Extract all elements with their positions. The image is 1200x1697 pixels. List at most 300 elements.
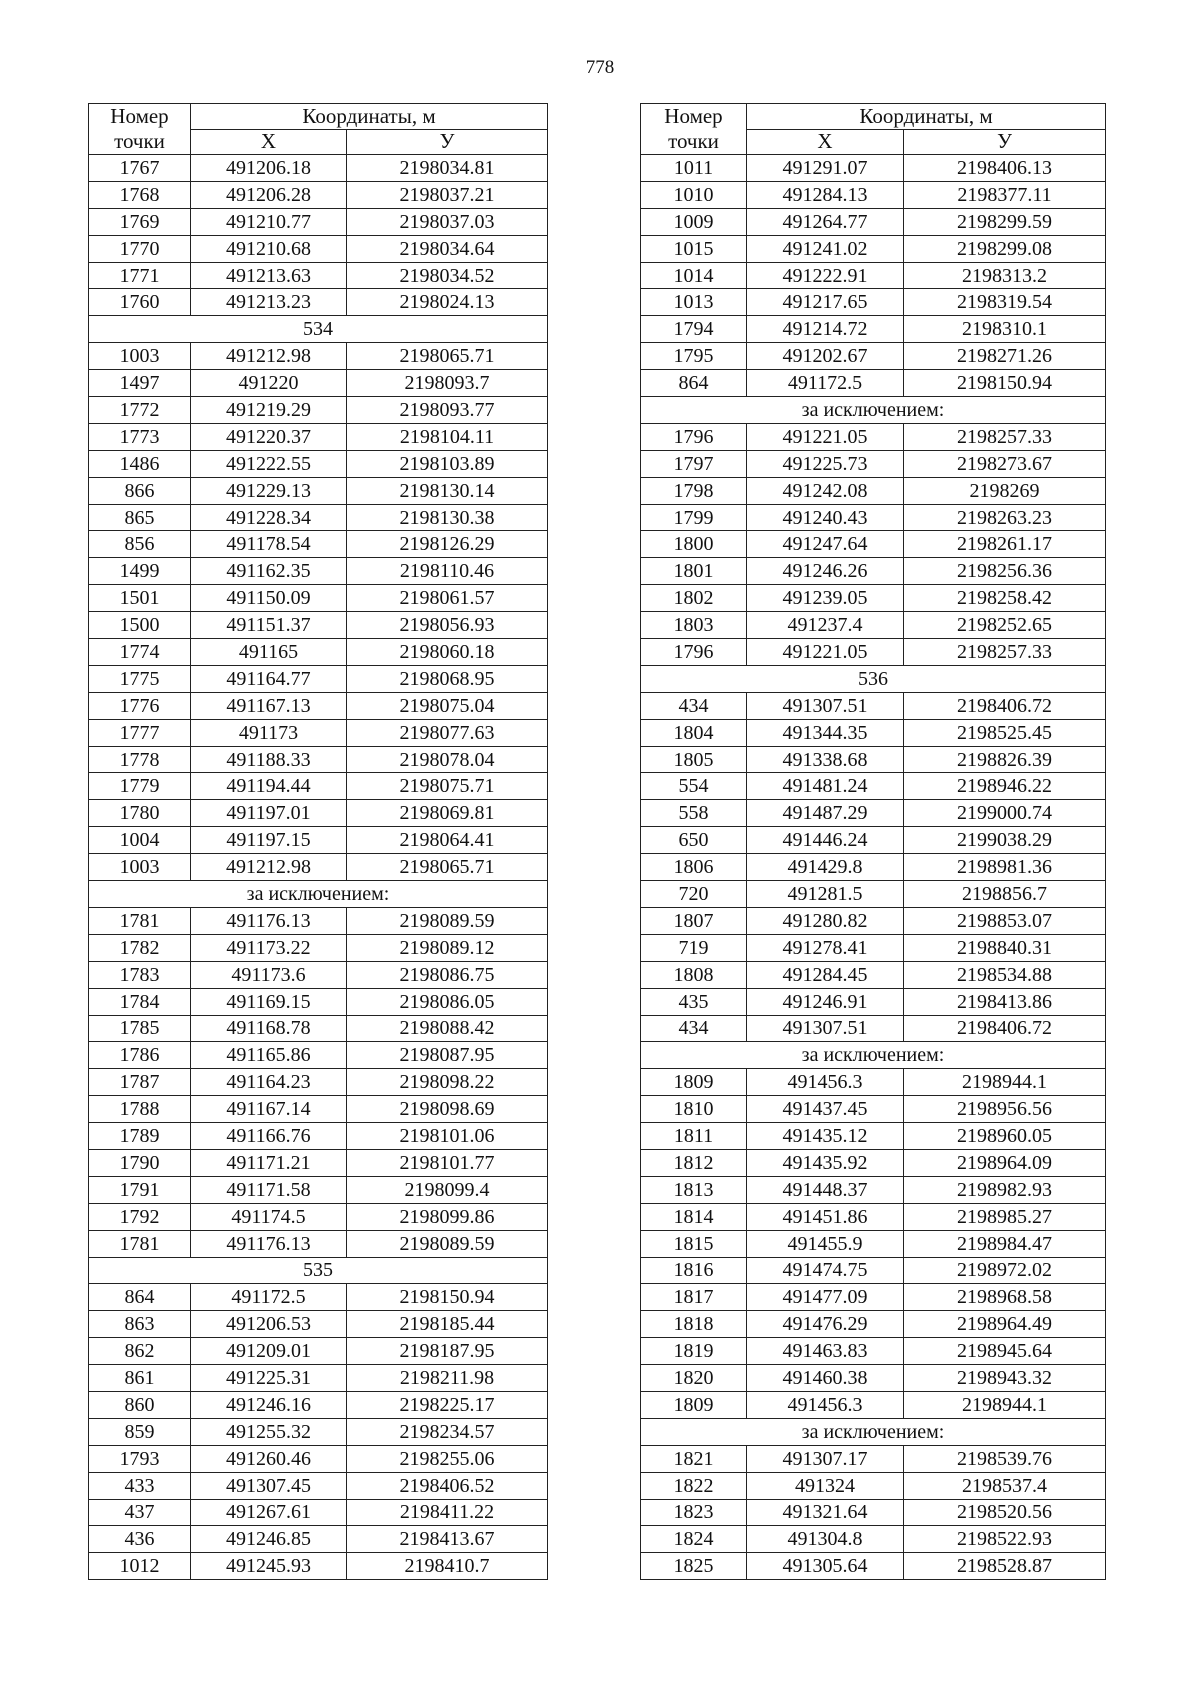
x-coordinate-cell: 491150.09: [191, 585, 347, 612]
table-row: [641, 1472, 1106, 1499]
table-row: [89, 585, 548, 612]
x-coordinate-cell: 491222.91: [747, 262, 904, 289]
point-number-cell: 1769: [89, 208, 191, 235]
x-coordinate-cell: 491164.23: [191, 1069, 347, 1096]
table-row: [89, 1418, 548, 1445]
x-coordinate-cell: 491228.34: [191, 504, 347, 531]
point-number-header: Номер: [89, 104, 191, 130]
point-number-cell: 1015: [641, 235, 747, 262]
y-coordinate-cell: 2198960.05: [904, 1123, 1106, 1150]
x-coordinate-cell: 491194.44: [191, 773, 347, 800]
y-coordinate-cell: 2198104.11: [347, 423, 548, 450]
table-row: [89, 719, 548, 746]
x-coordinate-cell: 491264.77: [747, 208, 904, 235]
x-coordinate-cell: 491463.83: [747, 1338, 904, 1365]
point-number-cell: 1011: [641, 155, 747, 182]
table-row: [89, 907, 548, 934]
x-coordinate-cell: 491324: [747, 1472, 904, 1499]
x-coordinate-cell: 491171.21: [191, 1149, 347, 1176]
y-coordinate-cell: 2198098.22: [347, 1069, 548, 1096]
table-row: [641, 450, 1106, 477]
table-row: [641, 1526, 1106, 1553]
point-number-cell: 1806: [641, 854, 747, 881]
y-coordinate-cell: 2198093.77: [347, 397, 548, 424]
x-coordinate-cell: 491284.45: [747, 961, 904, 988]
y-coordinate-cell: 2198101.77: [347, 1149, 548, 1176]
table-row: [89, 289, 548, 316]
table-row: [641, 1499, 1106, 1526]
point-number-cell: 1821: [641, 1445, 747, 1472]
point-number-cell: 1788: [89, 1096, 191, 1123]
x-coordinate-cell: 491241.02: [747, 235, 904, 262]
y-coordinate-cell: 2198319.54: [904, 289, 1106, 316]
point-number-cell: 1500: [89, 612, 191, 639]
point-number-cell: 1773: [89, 423, 191, 450]
x-coordinate-cell: 491476.29: [747, 1311, 904, 1338]
table-row: [89, 208, 548, 235]
section-row: [641, 665, 1106, 692]
point-number-header-line2: точки: [641, 129, 747, 155]
x-coordinate-cell: 491188.33: [191, 746, 347, 773]
table-row: [641, 1257, 1106, 1284]
y-coordinate-cell: 2198069.81: [347, 800, 548, 827]
x-coordinate-cell: 491451.86: [747, 1203, 904, 1230]
x-coordinate-cell: 491456.3: [747, 1069, 904, 1096]
table-row: [89, 262, 548, 289]
table-row: [89, 746, 548, 773]
table-row: [641, 1391, 1106, 1418]
x-coordinate-cell: 491213.23: [191, 289, 347, 316]
point-number-header: Номер: [641, 104, 747, 130]
x-coordinate-cell: 491291.07: [747, 155, 904, 182]
y-coordinate-cell: 2198056.93: [347, 612, 548, 639]
y-coordinate-cell: 2198086.75: [347, 961, 548, 988]
x-coordinate-cell: 491221.05: [747, 639, 904, 666]
table-row: [89, 1230, 548, 1257]
point-number-cell: 1822: [641, 1472, 747, 1499]
point-number-header-line2: точки: [89, 129, 191, 155]
table-row: [89, 504, 548, 531]
point-number-cell: 1804: [641, 719, 747, 746]
x-coordinate-cell: 491307.51: [747, 1015, 904, 1042]
point-number-cell: 437: [89, 1499, 191, 1526]
point-number-cell: 1805: [641, 746, 747, 773]
coordinates-table-left: [88, 103, 548, 1580]
point-number-cell: 435: [641, 988, 747, 1015]
point-number-cell: 1767: [89, 155, 191, 182]
table-row: [641, 558, 1106, 585]
table-row: [641, 800, 1106, 827]
y-coordinate-cell: 2198126.29: [347, 531, 548, 558]
point-number-cell: 1798: [641, 477, 747, 504]
table-row: [641, 1230, 1106, 1257]
x-coordinate-cell: 491455.9: [747, 1230, 904, 1257]
point-number-cell: 1775: [89, 665, 191, 692]
y-coordinate-cell: 2198263.23: [904, 504, 1106, 531]
point-number-cell: 1783: [89, 961, 191, 988]
table-row: [89, 1311, 548, 1338]
x-coordinate-cell: 491281.5: [747, 881, 904, 908]
y-coordinate-cell: 2198944.1: [904, 1069, 1106, 1096]
coordinates-table-right: [640, 103, 1106, 1580]
x-coordinate-cell: 491206.18: [191, 155, 347, 182]
table-row: [641, 343, 1106, 370]
point-number-cell: 1785: [89, 1015, 191, 1042]
table-row: [641, 504, 1106, 531]
y-coordinate-cell: 2198313.2: [904, 262, 1106, 289]
y-coordinate-cell: 2198299.59: [904, 208, 1106, 235]
x-coordinate-cell: 491220: [191, 370, 347, 397]
table-row: [641, 370, 1106, 397]
y-coordinate-cell: 2198087.95: [347, 1042, 548, 1069]
table-row: [89, 961, 548, 988]
y-coordinate-cell: 2198034.81: [347, 155, 548, 182]
x-coordinate-cell: 491221.05: [747, 423, 904, 450]
x-coordinate-cell: 491212.98: [191, 854, 347, 881]
point-number-cell: 1499: [89, 558, 191, 585]
x-coordinate-cell: 491222.55: [191, 450, 347, 477]
y-coordinate-cell: 2198060.18: [347, 639, 548, 666]
x-coordinate-cell: 491260.46: [191, 1445, 347, 1472]
x-coordinate-cell: 491487.29: [747, 800, 904, 827]
y-coordinate-cell: 2198271.26: [904, 343, 1106, 370]
x-coordinate-cell: 491214.72: [747, 316, 904, 343]
y-coordinate-cell: 2198034.52: [347, 262, 548, 289]
x-column-header: X: [747, 129, 904, 155]
x-coordinate-cell: 491212.98: [191, 343, 347, 370]
table-row: [89, 988, 548, 1015]
point-number-cell: 1799: [641, 504, 747, 531]
point-number-cell: 1004: [89, 827, 191, 854]
table-row: [89, 558, 548, 585]
x-coordinate-cell: 491165.86: [191, 1042, 347, 1069]
y-coordinate-cell: 2198187.95: [347, 1338, 548, 1365]
y-coordinate-cell: 2198406.72: [904, 1015, 1106, 1042]
point-number-cell: 1791: [89, 1176, 191, 1203]
y-coordinate-cell: 2198064.41: [347, 827, 548, 854]
x-coordinate-cell: 491217.65: [747, 289, 904, 316]
y-coordinate-cell: 2199038.29: [904, 827, 1106, 854]
x-coordinate-cell: 491164.77: [191, 665, 347, 692]
y-coordinate-cell: 2198098.69: [347, 1096, 548, 1123]
x-coordinate-cell: 491171.58: [191, 1176, 347, 1203]
x-coordinate-cell: 491165: [191, 639, 347, 666]
y-coordinate-cell: 2198826.39: [904, 746, 1106, 773]
x-coordinate-cell: 491245.93: [191, 1553, 347, 1580]
point-number-cell: 558: [641, 800, 747, 827]
point-number-cell: 1820: [641, 1365, 747, 1392]
y-coordinate-cell: 2198065.71: [347, 854, 548, 881]
point-number-cell: 862: [89, 1338, 191, 1365]
y-coordinate-cell: 2198413.86: [904, 988, 1106, 1015]
table-subheader-row: [89, 129, 548, 155]
y-coordinate-cell: 2198089.12: [347, 934, 548, 961]
x-coordinate-cell: 491246.16: [191, 1391, 347, 1418]
section-row: [89, 316, 548, 343]
point-number-cell: 1770: [89, 235, 191, 262]
point-number-cell: 433: [89, 1472, 191, 1499]
point-number-cell: 1784: [89, 988, 191, 1015]
table-row: [641, 854, 1106, 881]
y-coordinate-cell: 2198024.13: [347, 289, 548, 316]
point-number-cell: 1787: [89, 1069, 191, 1096]
point-number-cell: 1802: [641, 585, 747, 612]
x-coordinate-cell: 491213.63: [191, 262, 347, 289]
x-coordinate-cell: 491246.85: [191, 1526, 347, 1553]
table-row: [89, 1096, 548, 1123]
point-number-cell: 1009: [641, 208, 747, 235]
y-coordinate-cell: 2198972.02: [904, 1257, 1106, 1284]
y-coordinate-cell: 2198150.94: [347, 1284, 548, 1311]
table-row: [641, 316, 1106, 343]
point-number-cell: 859: [89, 1418, 191, 1445]
table-header-row: [641, 104, 1106, 130]
table-row: [641, 692, 1106, 719]
x-coordinate-cell: 491435.92: [747, 1149, 904, 1176]
point-number-cell: 1003: [89, 343, 191, 370]
y-coordinate-cell: 2198225.17: [347, 1391, 548, 1418]
y-coordinate-cell: 2198061.57: [347, 585, 548, 612]
y-coordinate-cell: 2198037.21: [347, 181, 548, 208]
x-coordinate-cell: 491176.13: [191, 907, 347, 934]
point-number-cell: 1003: [89, 854, 191, 881]
x-coordinate-cell: 491446.24: [747, 827, 904, 854]
table-subheader-row: [641, 129, 1106, 155]
table-row: [641, 639, 1106, 666]
table-row: [641, 1553, 1106, 1580]
point-number-cell: 719: [641, 934, 747, 961]
x-coordinate-cell: 491239.05: [747, 585, 904, 612]
table-row: [641, 1096, 1106, 1123]
table-row: [641, 907, 1106, 934]
x-coordinate-cell: 491219.29: [191, 397, 347, 424]
table-row: [641, 531, 1106, 558]
x-coordinate-cell: 491209.01: [191, 1338, 347, 1365]
table-row: [641, 719, 1106, 746]
x-coordinate-cell: 491338.68: [747, 746, 904, 773]
y-coordinate-cell: 2198945.64: [904, 1338, 1106, 1365]
y-coordinate-cell: 2198075.04: [347, 692, 548, 719]
point-number-cell: 866: [89, 477, 191, 504]
point-number-cell: 1776: [89, 692, 191, 719]
table-row: [641, 262, 1106, 289]
y-coordinate-cell: 2198211.98: [347, 1365, 548, 1392]
coordinates-header: Координаты, м: [191, 104, 548, 130]
table-row: [89, 854, 548, 881]
y-column-header: У: [904, 129, 1106, 155]
point-number-cell: 1796: [641, 423, 747, 450]
y-coordinate-cell: 2198310.1: [904, 316, 1106, 343]
point-number-cell: 1809: [641, 1391, 747, 1418]
point-number-cell: 1823: [641, 1499, 747, 1526]
x-coordinate-cell: 491176.13: [191, 1230, 347, 1257]
x-coordinate-cell: 491429.8: [747, 854, 904, 881]
point-number-cell: 1794: [641, 316, 747, 343]
point-number-cell: 1811: [641, 1123, 747, 1150]
x-coordinate-cell: 491305.64: [747, 1553, 904, 1580]
point-number-cell: 1760: [89, 289, 191, 316]
point-number-cell: 554: [641, 773, 747, 800]
y-coordinate-cell: 2198130.14: [347, 477, 548, 504]
y-coordinate-cell: 2198522.93: [904, 1526, 1106, 1553]
x-coordinate-cell: 491307.17: [747, 1445, 904, 1472]
table-row: [641, 235, 1106, 262]
y-coordinate-cell: 2198086.05: [347, 988, 548, 1015]
table-row: [641, 1338, 1106, 1365]
table-row: [641, 1069, 1106, 1096]
point-number-cell: 1012: [89, 1553, 191, 1580]
y-coordinate-cell: 2198130.38: [347, 504, 548, 531]
table-row: [89, 1526, 548, 1553]
x-coordinate-cell: 491456.3: [747, 1391, 904, 1418]
x-coordinate-cell: 491284.13: [747, 181, 904, 208]
table-row: [89, 827, 548, 854]
section-row: [641, 1418, 1106, 1445]
x-coordinate-cell: 491242.08: [747, 477, 904, 504]
y-coordinate-cell: 2198377.11: [904, 181, 1106, 208]
x-coordinate-cell: 491210.68: [191, 235, 347, 262]
point-number-cell: 1786: [89, 1042, 191, 1069]
x-coordinate-cell: 491240.43: [747, 504, 904, 531]
table-row: [89, 1069, 548, 1096]
point-number-cell: 1819: [641, 1338, 747, 1365]
table-row: [641, 612, 1106, 639]
y-coordinate-cell: 2198088.42: [347, 1015, 548, 1042]
section-label: за исключением:: [89, 881, 548, 908]
y-coordinate-cell: 2198273.67: [904, 450, 1106, 477]
y-coordinate-cell: 2198257.33: [904, 423, 1106, 450]
section-label: 536: [641, 665, 1106, 692]
table-row: [89, 370, 548, 397]
y-coordinate-cell: 2198853.07: [904, 907, 1106, 934]
y-coordinate-cell: 2198537.4: [904, 1472, 1106, 1499]
y-coordinate-cell: 2198964.09: [904, 1149, 1106, 1176]
table-row: [89, 181, 548, 208]
section-row: [89, 1257, 548, 1284]
y-coordinate-cell: 2198099.4: [347, 1176, 548, 1203]
point-number-cell: 864: [641, 370, 747, 397]
point-number-cell: 1795: [641, 343, 747, 370]
table-row: [89, 235, 548, 262]
y-coordinate-cell: 2198093.7: [347, 370, 548, 397]
y-coordinate-cell: 2198406.13: [904, 155, 1106, 182]
table-row: [641, 988, 1106, 1015]
point-number-cell: 864: [89, 1284, 191, 1311]
y-coordinate-cell: 2198257.33: [904, 639, 1106, 666]
y-coordinate-cell: 2198410.7: [347, 1553, 548, 1580]
point-number-cell: 1014: [641, 262, 747, 289]
y-coordinate-cell: 2198037.03: [347, 208, 548, 235]
y-coordinate-cell: 2198101.06: [347, 1123, 548, 1150]
y-coordinate-cell: 2198985.27: [904, 1203, 1106, 1230]
x-coordinate-cell: 491168.78: [191, 1015, 347, 1042]
x-coordinate-cell: 491206.28: [191, 181, 347, 208]
table-row: [89, 1203, 548, 1230]
x-coordinate-cell: 491225.73: [747, 450, 904, 477]
point-number-cell: 1789: [89, 1123, 191, 1150]
table-row: [89, 773, 548, 800]
section-label: 534: [89, 316, 548, 343]
y-coordinate-cell: 2198099.86: [347, 1203, 548, 1230]
point-number-cell: 1782: [89, 934, 191, 961]
table-row: [89, 1445, 548, 1472]
table-row: [89, 800, 548, 827]
table-row: [641, 934, 1106, 961]
y-coordinate-cell: 2198075.71: [347, 773, 548, 800]
point-number-cell: 1818: [641, 1311, 747, 1338]
point-number-cell: 1816: [641, 1257, 747, 1284]
point-number-cell: 865: [89, 504, 191, 531]
point-number-cell: 650: [641, 827, 747, 854]
x-coordinate-cell: 491246.91: [747, 988, 904, 1015]
point-number-cell: 1800: [641, 531, 747, 558]
table-row: [641, 289, 1106, 316]
x-coordinate-cell: 491169.15: [191, 988, 347, 1015]
coordinates-header: Координаты, м: [747, 104, 1106, 130]
point-number-cell: 1808: [641, 961, 747, 988]
y-coordinate-cell: 2198269: [904, 477, 1106, 504]
table-row: [641, 1123, 1106, 1150]
x-coordinate-cell: 491173.22: [191, 934, 347, 961]
y-coordinate-cell: 2198258.42: [904, 585, 1106, 612]
table-row: [641, 961, 1106, 988]
point-number-cell: 1780: [89, 800, 191, 827]
point-number-cell: 1777: [89, 719, 191, 746]
y-coordinate-cell: 2198078.04: [347, 746, 548, 773]
section-row: [641, 1042, 1106, 1069]
table-row: [641, 585, 1106, 612]
table-row: [89, 1365, 548, 1392]
point-number-cell: 1817: [641, 1284, 747, 1311]
point-number-cell: 1810: [641, 1096, 747, 1123]
table-row: [89, 1338, 548, 1365]
y-coordinate-cell: 2198944.1: [904, 1391, 1106, 1418]
y-coordinate-cell: 2198982.93: [904, 1176, 1106, 1203]
table-row: [641, 881, 1106, 908]
x-coordinate-cell: 491173.6: [191, 961, 347, 988]
x-coordinate-cell: 491474.75: [747, 1257, 904, 1284]
point-number-cell: 434: [641, 1015, 747, 1042]
table-row: [89, 1015, 548, 1042]
table-row: [89, 934, 548, 961]
table-row: [641, 773, 1106, 800]
table-row: [641, 477, 1106, 504]
table-row: [89, 450, 548, 477]
table-row: [641, 423, 1106, 450]
table-row: [89, 343, 548, 370]
y-coordinate-cell: 2198411.22: [347, 1499, 548, 1526]
point-number-cell: 1501: [89, 585, 191, 612]
section-label: 535: [89, 1257, 548, 1284]
x-column-header: X: [191, 129, 347, 155]
section-row: [641, 397, 1106, 424]
point-number-cell: 1824: [641, 1526, 747, 1553]
y-coordinate-cell: 2198964.49: [904, 1311, 1106, 1338]
table-row: [89, 1472, 548, 1499]
table-row: [641, 746, 1106, 773]
point-number-cell: 1809: [641, 1069, 747, 1096]
y-coordinate-cell: 2198943.32: [904, 1365, 1106, 1392]
point-number-cell: 1013: [641, 289, 747, 316]
x-coordinate-cell: 491247.64: [747, 531, 904, 558]
y-coordinate-cell: 2198539.76: [904, 1445, 1106, 1472]
y-coordinate-cell: 2198034.64: [347, 235, 548, 262]
y-coordinate-cell: 2198981.36: [904, 854, 1106, 881]
y-coordinate-cell: 2198150.94: [904, 370, 1106, 397]
point-number-cell: 863: [89, 1311, 191, 1338]
y-coordinate-cell: 2198856.7: [904, 881, 1106, 908]
y-coordinate-cell: 2198968.58: [904, 1284, 1106, 1311]
